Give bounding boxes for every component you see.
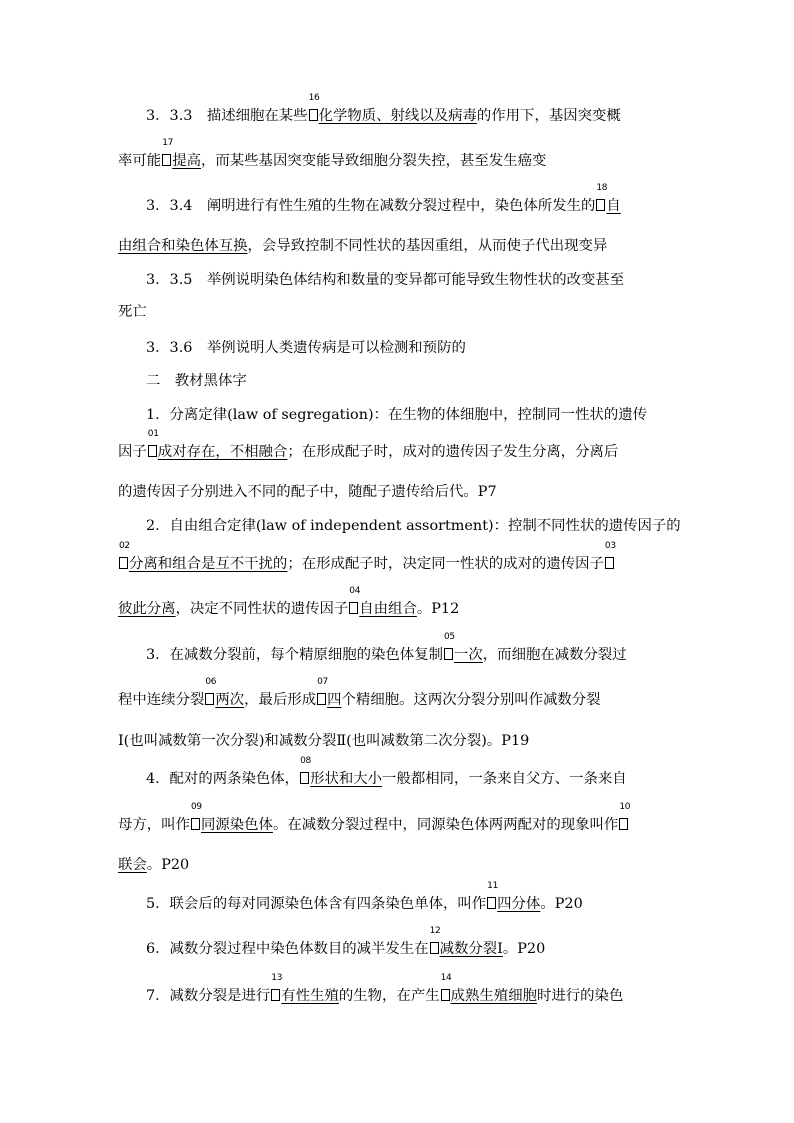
answer-text: 四分体 — [497, 896, 541, 912]
blank-number: 05 — [443, 632, 455, 642]
text: 7．减数分裂是进行 — [146, 988, 271, 1004]
answer-text: 有性生殖 — [281, 988, 339, 1004]
text: 。P12 — [416, 601, 460, 617]
answer-text: 提高 — [172, 153, 201, 169]
text-line-9 — [146, 405, 647, 425]
text: ，而某些基因突变能导致细胞分裂失控，甚至发生癌变 — [200, 153, 547, 169]
text-line-14 — [118, 586, 460, 619]
text: 。P20 — [540, 896, 583, 912]
blank-number: 13 — [271, 973, 283, 983]
text: 二 教材黑体字 — [146, 373, 247, 389]
answer-box — [162, 138, 174, 166]
text: 率可能 — [118, 153, 162, 169]
text: 5．联会后的每对同源染色体含有四条染色单体，叫作 — [146, 896, 487, 912]
text-line-10 — [118, 429, 619, 462]
answer-box — [205, 677, 217, 705]
answer-text: 同源染色体 — [200, 817, 273, 833]
text-line-19 — [118, 802, 631, 835]
answer-text: 自由组合 — [359, 601, 417, 617]
text-line-16 — [118, 677, 601, 710]
blank-number: 06 — [205, 677, 217, 687]
text-line-23 — [146, 973, 624, 1006]
text-line-11 — [118, 482, 497, 502]
text-line-6 — [118, 302, 147, 322]
text: 1．分离定律(law of segregation)：在生物的体细胞中，控制同一性状的遗传 — [146, 407, 648, 423]
text-line-5 — [146, 270, 624, 290]
answer-text: 两次 — [215, 692, 245, 708]
text: 程中连续分裂 — [118, 692, 205, 708]
text-line-12 — [146, 516, 681, 536]
blank-number: 01 — [147, 429, 159, 439]
blank-number: 02 — [119, 541, 130, 551]
text: 3．3.6 举例说明人类遗传病是可以检测和预防的 — [146, 340, 466, 356]
blank-number: 04 — [349, 586, 361, 596]
text: ；在形成配子时，成对的遗传因子发生分离，分离后 — [287, 444, 619, 460]
text: 。P20 — [502, 941, 546, 957]
text-line-20 — [118, 855, 189, 875]
text: 。在减数分裂过程中，同源染色体两两配对的现象叫作 — [272, 817, 619, 833]
text: 的作用下，基因突变概 — [476, 108, 621, 124]
answer-box — [487, 881, 499, 909]
text: 个精细胞。这两次分裂分别叫作减数分裂 — [341, 692, 601, 708]
answer-text: 减数分裂Ⅰ — [439, 941, 503, 957]
answer-box — [308, 93, 320, 121]
answer-text: 彼此分离 — [118, 601, 176, 617]
blank-number: 14 — [440, 973, 452, 983]
answer-text: 联会 — [118, 857, 147, 873]
answer-text: 化学物质、射线以及病毒 — [318, 108, 477, 124]
answer-text: 成熟生殖细胞 — [450, 988, 537, 1004]
text-line-15 — [146, 632, 627, 665]
answer-box — [147, 429, 159, 457]
answer-box — [271, 973, 283, 1001]
answer-box — [119, 541, 130, 569]
blank-number: 18 — [596, 183, 608, 193]
answer-box — [300, 756, 311, 784]
text: 的遗传因子分别进入不同的配子中，随配子遗传给后代。P7 — [118, 484, 497, 500]
text: 6．减数分裂过程中染色体数目的减半发生在 — [146, 941, 429, 957]
answer-box — [604, 541, 616, 569]
answer-text: 一次 — [453, 647, 483, 663]
text-line-1 — [146, 93, 621, 126]
answer-box — [619, 802, 631, 830]
text-line-4 — [118, 236, 607, 256]
text: 因子 — [118, 444, 147, 460]
text: 4．配对的两条染色体， — [146, 771, 300, 787]
blank-number: 09 — [190, 802, 202, 812]
blank-number: 10 — [619, 802, 631, 812]
text: 3．3.4 阐明进行有性生殖的生物在减数分裂过程中，染色体所发生的 — [146, 198, 596, 214]
answer-box — [440, 973, 452, 1001]
answer-text: 四 — [327, 692, 342, 708]
text: ，最后形成 — [244, 692, 317, 708]
text: 3．3.3 描述细胞在某些 — [146, 108, 308, 124]
text: 母方，叫作 — [118, 817, 190, 833]
text: Ⅰ(也叫减数第一次分裂)和减数分裂Ⅱ(也叫减数第二次分裂)。P19 — [118, 733, 530, 749]
text: ，会导致控制不同性状的基因重组，从而使子代出现变异 — [247, 238, 608, 254]
text-line-18 — [146, 756, 627, 789]
text: ，决定不同性状的遗传因子 — [175, 601, 349, 617]
text: 的生物，在产生 — [338, 988, 440, 1004]
answer-box — [429, 926, 441, 954]
answer-text: 自 — [606, 198, 621, 214]
text: 死亡 — [118, 304, 147, 320]
blank-number: 03 — [604, 541, 616, 551]
text: 3．3.5 举例说明染色体结构和数量的变异都可能导致生物性状的改变甚至 — [146, 272, 625, 288]
blank-number: 11 — [487, 881, 499, 891]
text: 。P20 — [146, 857, 190, 873]
answer-box — [443, 632, 455, 660]
text-line-13 — [118, 541, 616, 574]
text-line-21 — [146, 881, 583, 914]
text: 时进行的染色 — [536, 988, 624, 1004]
answer-text: 成对存在，不相融合 — [157, 444, 288, 460]
section-heading — [146, 371, 247, 391]
text: 3．在减数分裂前，每个精原细胞的染色体复制 — [146, 647, 443, 663]
answer-text: 分离和组合是互不干扰的 — [129, 556, 288, 572]
text-line-17 — [118, 731, 529, 751]
blank-number: 12 — [429, 926, 441, 936]
blank-number: 07 — [317, 677, 328, 687]
text: 2．自由组合定律(law of independent assortment)：控制不同性状的遗传因子的 — [146, 518, 681, 534]
answer-text: 形状和大小 — [310, 771, 383, 787]
answer-text: 由组合和染色体互换 — [118, 238, 248, 254]
text-line-22 — [146, 926, 546, 959]
blank-number: 17 — [162, 138, 174, 148]
text-line-2 — [118, 138, 547, 171]
text: ，而细胞在减数分裂过 — [482, 647, 627, 663]
answer-box — [190, 802, 202, 830]
text-line-7 — [146, 338, 466, 358]
answer-box — [317, 677, 328, 705]
text: 一般都相同，一条来自父方、一条来自 — [382, 771, 627, 787]
answer-box — [596, 183, 608, 211]
blank-number: 08 — [300, 756, 311, 766]
text: ；在形成配子时，决定同一性状的成对的遗传因子 — [287, 556, 604, 572]
text-line-3 — [146, 183, 621, 216]
blank-number: 16 — [308, 93, 320, 103]
answer-box — [349, 586, 361, 614]
